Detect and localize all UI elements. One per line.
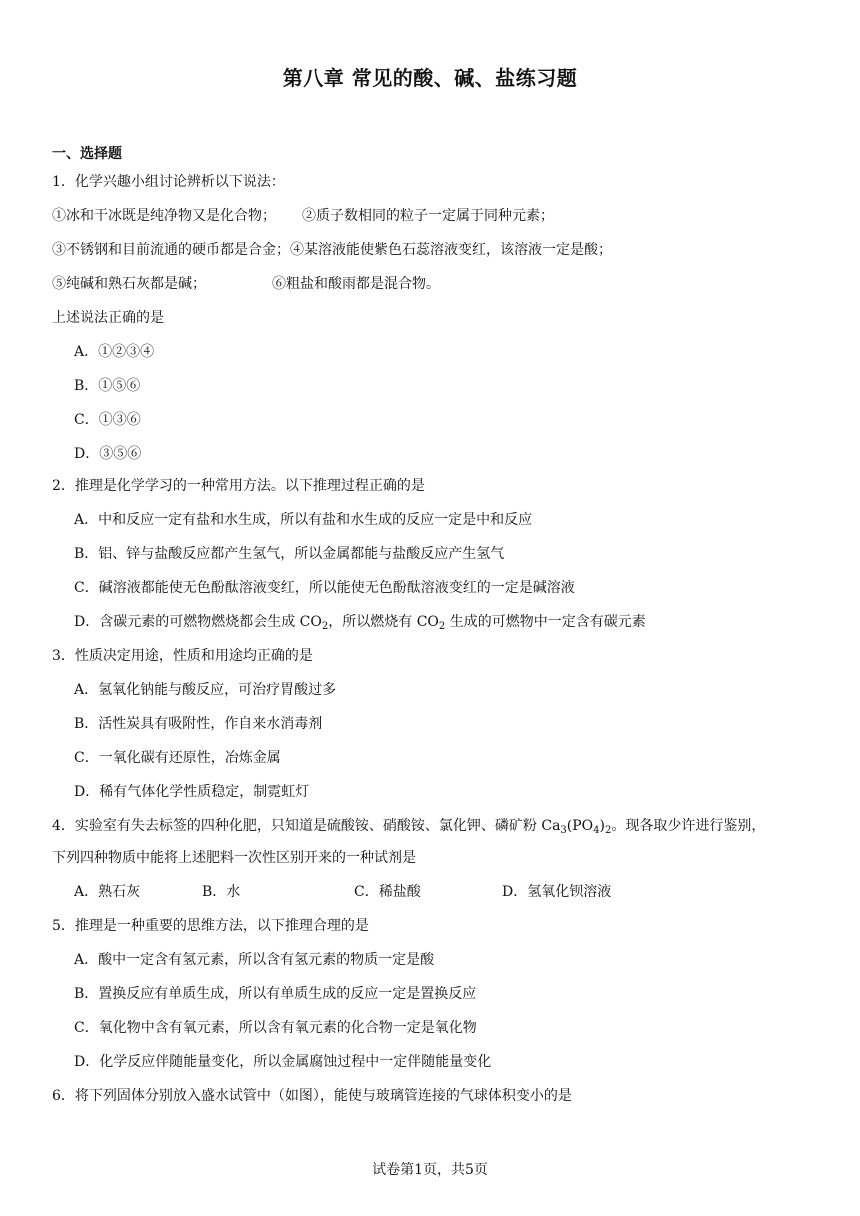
q5-option-b[interactable]: B．置换反应有单质生成，所以有单质生成的反应一定是置换反应 [74, 986, 477, 1002]
section-heading: 一、选择题 [52, 146, 122, 162]
q4-subscript-c: 2 [605, 825, 612, 836]
q2-option-d-subscript-2: 2 [438, 621, 446, 632]
q3-option-c[interactable]: C．一氧化碳有还原性，冶炼金属 [74, 750, 281, 766]
q1-statement-2: ②质子数相同的粒子一定属于同种元素； [302, 208, 554, 224]
q2-option-d-part-3: 生成的可燃物中一定含有碳元素 [445, 614, 646, 630]
q2-option-d[interactable] [74, 612, 646, 632]
q5-stem: 5．推理是一种重要的思维方法，以下推理合理的是 [52, 918, 369, 934]
q1-option-a[interactable]: A．①②③④ [74, 344, 155, 360]
q1-question: 上述说法正确的是 [52, 310, 164, 326]
page-title: 第八章 常见的酸、碱、盐练习题 [282, 66, 578, 90]
q3-option-a[interactable]: A．氢氧化钠能与酸反应，可治疗胃酸过多 [74, 682, 337, 698]
q1-stem: 1．化学兴趣小组讨论辨析以下说法： [52, 174, 285, 190]
q2-option-d-subscript-1: 2 [321, 621, 329, 632]
q1-statement-6: ⑥粗盐和酸雨都是混合物。 [272, 276, 440, 292]
q2-option-a[interactable]: A．中和反应一定有盐和水生成，所以有盐和水生成的反应一定是中和反应 [74, 512, 533, 528]
q4-stem [52, 816, 765, 836]
q1-statement-5: ⑤纯碱和熟石灰都是碱； [52, 276, 206, 292]
q3-option-d[interactable]: D．稀有气体化学性质稳定，制霓虹灯 [74, 784, 310, 800]
q4-stem-part-1: 4．实验室有失去标签的四种化肥，只知道是硫酸铵、硝酸铵、氯化钾、磷矿粉 Ca [52, 818, 561, 834]
q2-option-d-part-2: ，所以燃烧有 CO [328, 614, 439, 630]
q4-option-a[interactable]: A．熟石灰 [74, 884, 141, 900]
q4-stem-part-2: (PO [566, 818, 594, 834]
q2-option-b[interactable]: B．铝、锌与盐酸反应都产生氢气，所以金属都能与盐酸反应产生氢气 [74, 546, 505, 562]
q1-option-c[interactable]: C．①③⑥ [74, 412, 141, 428]
q4-stem-part-3: ) [599, 818, 605, 834]
q5-option-d[interactable]: D．化学反应伴随能量变化，所以金属腐蚀过程中一定伴随能量变化 [74, 1054, 492, 1070]
q2-option-d-part-1: D．含碳元素的可燃物燃烧都会生成 CO [74, 614, 322, 630]
q4-option-c[interactable]: C．稀盐酸 [354, 884, 421, 900]
q3-option-b[interactable]: B．活性炭具有吸附性，作自来水消毒剂 [74, 716, 323, 732]
q4-subscript-a: 3 [560, 825, 567, 836]
q1-option-b[interactable]: B．①⑤⑥ [74, 378, 141, 394]
q4-option-d[interactable]: D．氢氧化钡溶液 [502, 884, 612, 900]
q4-option-b[interactable]: B．水 [202, 884, 241, 900]
q4-subscript-b: 4 [593, 825, 600, 836]
q2-option-c[interactable]: C．碱溶液都能使无色酚酞溶液变红，所以能使无色酚酞溶液变红的一定是碱溶液 [74, 580, 575, 596]
q5-option-a[interactable]: A．酸中一定含有氢元素，所以含有氢元素的物质一定是酸 [74, 952, 435, 968]
q1-statement-1: ①冰和干冰既是纯净物又是化合物； [52, 208, 276, 224]
q4-stem-line-2: 下列四种物质中能将上述肥料一次性区别开来的一种试剂是 [52, 850, 416, 866]
q1-option-d[interactable]: D．③⑤⑥ [74, 446, 142, 462]
q1-statement-3-4: ③不锈钢和目前流通的硬币都是合金；④某溶液能使紫色石蕊溶液变红，该溶液一定是酸； [52, 242, 612, 258]
q2-stem: 2．推理是化学学习的一种常用方法。以下推理过程正确的是 [52, 478, 425, 494]
q6-stem: 6．将下列固体分别放入盛水试管中（如图），能使与玻璃管连接的气球体积变小的是 [52, 1088, 572, 1104]
q4-stem-part-4: 。现各取少许进行鉴别， [611, 818, 766, 834]
q5-option-c[interactable]: C．氧化物中含有氧元素，所以含有氧元素的化合物一定是氧化物 [74, 1020, 477, 1036]
page-footer: 试卷第1页，共5页 [372, 1162, 488, 1178]
q3-stem: 3．性质决定用途，性质和用途均正确的是 [52, 648, 313, 664]
